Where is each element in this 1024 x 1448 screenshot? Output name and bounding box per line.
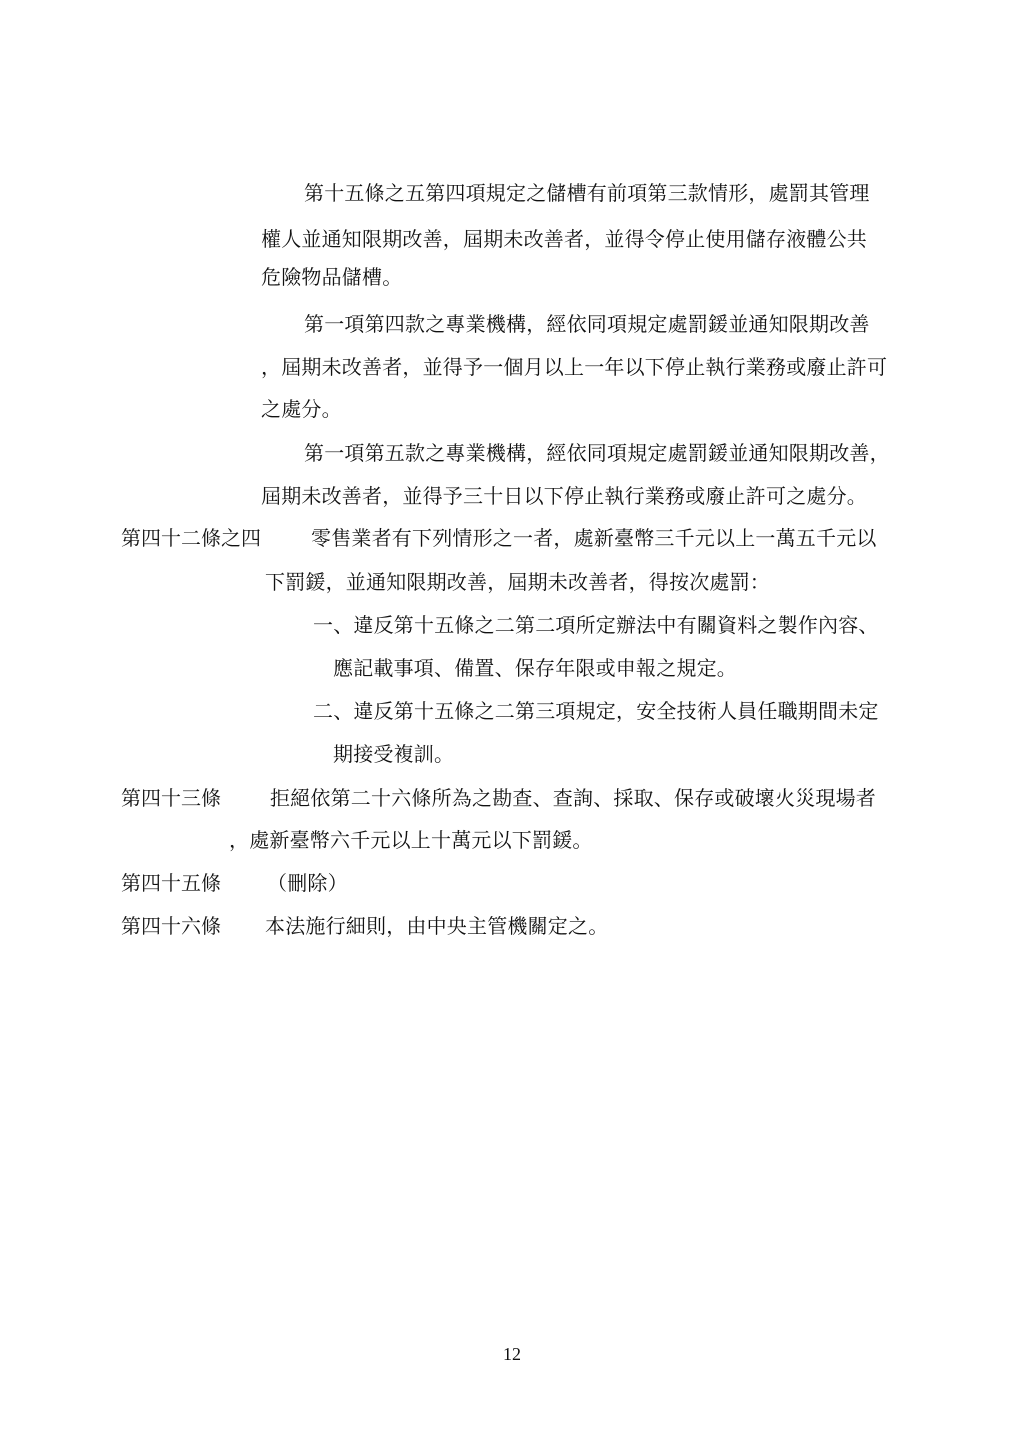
article-45-line-1: （刪除） xyxy=(267,871,348,895)
article-42-4-item-2-line-2: 期接受複訓。 xyxy=(333,742,455,766)
paragraph-3-line-2: 屆期未改善者，並得予三十日以下停止執行業務或廢止許可之處分。 xyxy=(261,484,867,508)
paragraph-2-line-2: ，屆期未改善者，並得予一個月以上一年以下停止執行業務或廢止許可 xyxy=(261,355,888,379)
article-46-label: 第四十六條 xyxy=(121,914,221,938)
paragraph-2-line-3: 之處分。 xyxy=(261,397,342,421)
article-45-label: 第四十五條 xyxy=(121,871,221,895)
article-42-4-item-2-line-1: 二、違反第十五條之二第三項規定，安全技術人員任職期間未定 xyxy=(313,699,879,723)
article-43-label: 第四十三條 xyxy=(121,786,221,810)
article-42-4-item-1-line-1: 一、違反第十五條之二第二項所定辦法中有關資料之製作內容、 xyxy=(313,613,879,637)
paragraph-3-line-1: 第一項第五款之專業機構，經依同項規定處罰鍰並通知限期改善， xyxy=(304,441,890,465)
article-46-line-1: 本法施行細則，由中央主管機關定之。 xyxy=(265,914,609,938)
article-42-4-item-1-line-2: 應記載事項、備置、保存年限或申報之規定。 xyxy=(333,656,737,680)
article-43-line-1: 拒絕依第二十六條所為之勘查、查詢、採取、保存或破壞火災現場者 xyxy=(270,786,876,810)
paragraph-1-line-3: 危險物品儲槽。 xyxy=(261,265,403,289)
page-number: 12 xyxy=(503,1344,521,1364)
article-42-4-line-1: 零售業者有下列情形之一者，處新臺幣三千元以上一萬五千元以 xyxy=(311,526,877,550)
paragraph-2-line-1: 第一項第四款之專業機構，經依同項規定處罰鍰並通知限期改善 xyxy=(304,312,870,336)
article-43-line-2: ，處新臺幣六千元以上十萬元以下罰鍰。 xyxy=(229,828,593,852)
article-42-4-label: 第四十二條之四 xyxy=(121,526,261,550)
article-42-4-line-2: 下罰鍰，並通知限期改善，屆期未改善者，得按次處罰： xyxy=(265,570,770,594)
paragraph-1-line-2: 權人並通知限期改善，屆期未改善者，並得令停止使用儲存液體公共 xyxy=(261,227,867,251)
paragraph-1-line-1: 第十五條之五第四項規定之儲槽有前項第三款情形，處罰其管理 xyxy=(304,181,870,205)
